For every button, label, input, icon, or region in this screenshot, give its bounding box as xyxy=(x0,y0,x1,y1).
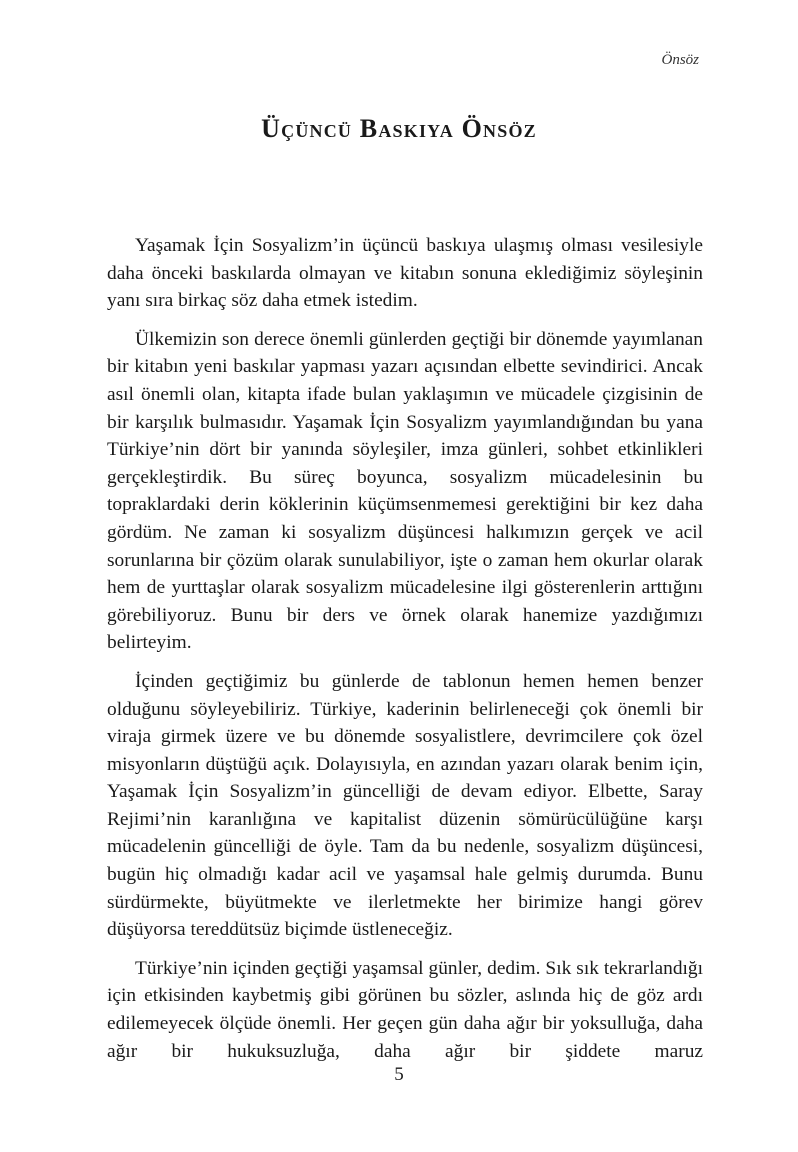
paragraph-1: Yaşamak İçin Sosyalizm’in üçüncü baskıya ulaşmış olması vesilesiyle daha önceki baskılarda olmayan ve kitabın sonuna eklediğimiz söyleşinin yanı sıra birkaç söz daha etmek istedim. xyxy=(107,235,703,312)
body-text xyxy=(107,232,703,1076)
paragraph-4: Türkiye’nin içinden geçtiği yaşamsal günler, dedim. Sık sık tekrarlandığı için etkisinden kaybetmiş gibi görünen bu sözler, aslında hiç de göz ardı edilemeyecek ölçüde önemli. Her geçen gün daha ağır bir yoksulluğa, daha ağır bir hukuksuzluğa, daha ağır bir şiddete maruz xyxy=(107,957,703,1062)
running-head: Önsöz xyxy=(661,52,699,68)
paragraph-2: Ülkemizin son derece önemli günlerden geçtiği bir dönemde yayımlanan bir kitabın yeni baskılar yapması yazarı açısından elbette sevindirici. Ancak asıl önemli olan, kitapta ifade bulan yaklaşımın ve mücadele çizgisinin de bir karşılık bulmasıdır. Yaşamak İçin Sosyalizm yayımlandığından bu yana Türkiye’nin dört bir yanında söyleşiler, imza günleri, sohbet etkinlikleri gerçekleştirdik. Bu süreç boyunca, sosyalizm mücadelesinin bu topraklardaki derin köklerinin küçümsenmemesi gerektiğini bir kez daha gördüm. Ne zaman ki sosyalizm düşüncesi halkımızın gerçek ve acil sorunlarına bir çözüm olarak sunulabiliyor, işte o zaman hem okurlar olarak hem de yurttaşlar olarak sosyalizm mücadelesine ilgi gösterenlerin arttığını görebiliyoruz. Bunu bir ders ve örnek olarak hanemize yazdığımızı belirteyim. xyxy=(107,328,703,654)
chapter-title: Üçüncü Baskıya Önsöz xyxy=(261,114,537,143)
page-number: 5 xyxy=(394,1064,404,1085)
paragraph-3: İçinden geçtiğimiz bu günlerde de tablonun hemen hemen benzer olduğunu söyleyebiliriz. Türkiye, kaderinin belirleneceği çok önemli bir viraja girmek üzere ve bu dönemde sosyalistlere, devrimcilere çok özel misyonların düştüğü açık. Dolayısıyla, en azından yazarı olarak benim için, Yaşamak İçin Sosyalizm’in güncelliği de devam ediyor. Elbette, Saray Rejimi’nin karanlığına ve kapitalist düzenin sömürücülüğüne karşı mücadelenin güncelliği de öyle. Tam da bu nedenle, sosyalizm düşüncesi, bugün hiç olmadığı kadar acil ve yaşamsal hale gelmiş durumda. Bunu sürdürmekte, büyütmekte ve ilerletmekte her birimize hangi görev düşüyorsa tereddütsüz biçimde üstleneceğiz. xyxy=(107,670,703,941)
